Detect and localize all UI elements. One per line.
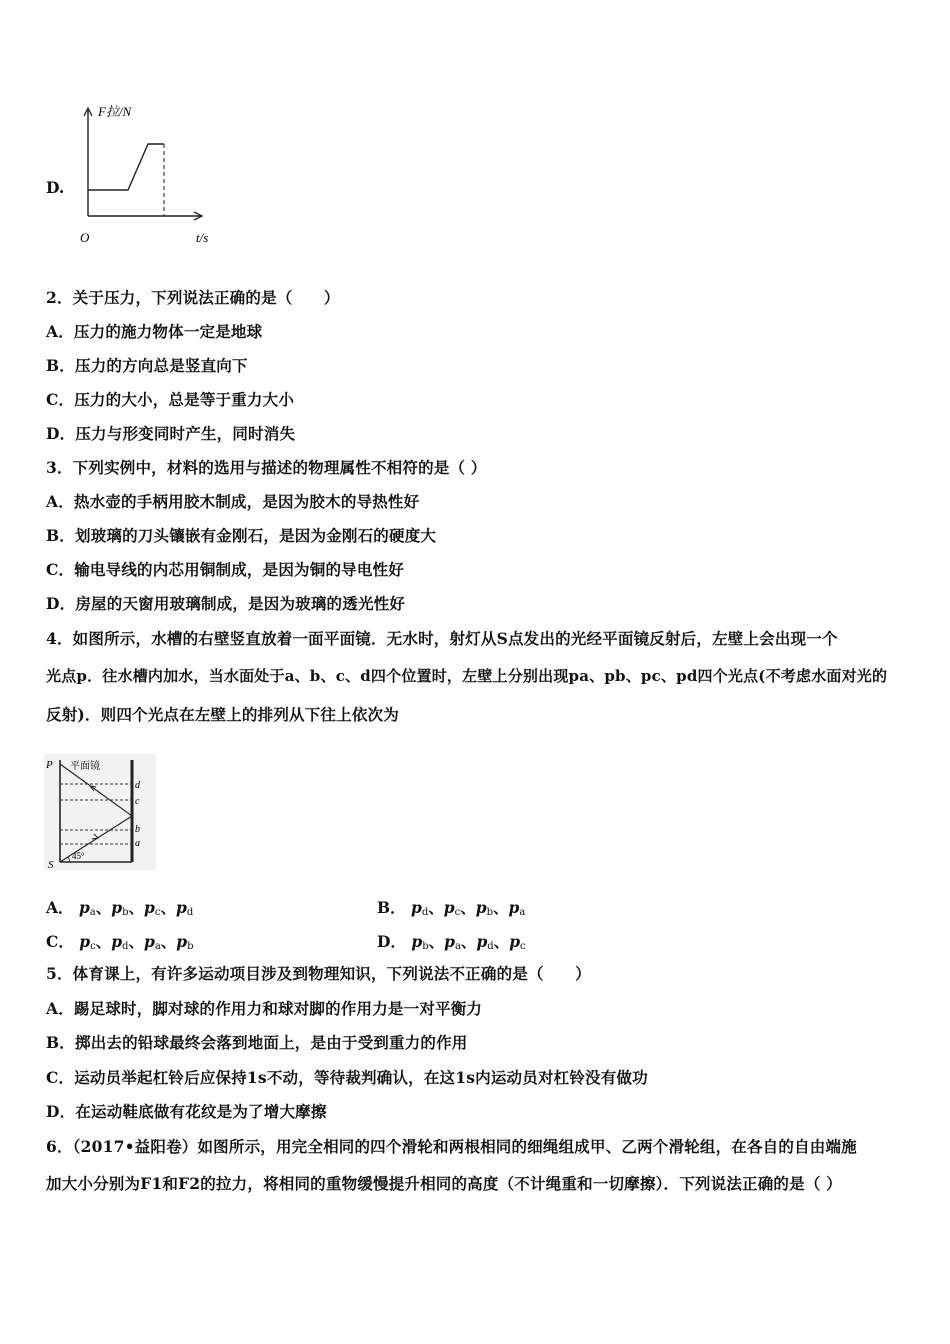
q4-stem-line3: 反射)．则四个光点在左壁上的排列从下往上依次为 xyxy=(46,705,399,724)
q2-option-b: B．压力的方向总是竖直向下 xyxy=(46,356,248,375)
label-45-degree: 45° xyxy=(72,851,85,861)
label-level-a: a xyxy=(135,838,140,849)
light-spot-pd: $p_d$ xyxy=(111,932,129,952)
q3-option-a: A．热水壶的手柄用胶木制成，是因为胶木的导热性好 xyxy=(46,492,420,511)
light-spot-pa: $p_a$ xyxy=(143,932,161,952)
q5-option-a: A．踢足球时，脚对球的作用力和球对脚的作用力是一对平衡力 xyxy=(46,999,483,1018)
q2-option-d: D．压力与形变同时产生，同时消失 xyxy=(46,424,296,443)
q2-stem: 2．关于压力，下列说法正确的是（ ） xyxy=(46,288,340,307)
light-spot-pb: $p_b$ xyxy=(411,932,429,952)
light-spot-pd: $p_d$ xyxy=(476,932,494,952)
q3-option-c: C．输电导线的内芯用铜制成，是因为铜的导电性好 xyxy=(46,560,404,579)
q5-option-c: C．运动员举起杠铃后应保持1s不动，等待裁判确认，在这1s内运动员对杠铃没有做功 xyxy=(46,1068,648,1087)
q4-stem-line2: 光点p．往水槽内加水，当水面处于a、b、c、d四个位置时，左壁上分别出现pa、pb、pc、pd四个光点(不考虑水面对光的 xyxy=(46,667,888,685)
light-spot-pb: $p_b$ xyxy=(475,898,493,918)
y-axis-label: F拉/N xyxy=(98,104,132,119)
q5-option-d: D．在运动鞋底做有花纹是为了增大摩擦 xyxy=(46,1102,327,1121)
label-level-b: b xyxy=(135,824,140,835)
q6-stem-line1: 6．（2017•益阳卷）如图所示，用完全相同的四个滑轮和两根相同的细绳组成甲、乙两个滑轮组，在各自的自由端施 xyxy=(46,1137,857,1156)
origin-label: O xyxy=(80,230,90,245)
q2-option-c: C．压力的大小，总是等于重力大小 xyxy=(46,390,295,409)
q4-option-b: B． $p_d$、$p_c$、$p_b$、$p_a$ xyxy=(377,898,526,918)
light-spot-pa: $p_a$ xyxy=(508,898,526,918)
q4-option-a: A． $p_a$、$p_b$、$p_c$、$p_d$ xyxy=(46,898,194,918)
q3-stem: 3．下列实例中，材料的选用与描述的物理属性不相符的是（ ） xyxy=(46,458,487,477)
light-spot-pa: $p_a$ xyxy=(444,932,461,952)
option-key: C． xyxy=(46,932,80,951)
light-spot-pc: $p_c$ xyxy=(79,932,96,952)
light-spot-pc: $p_c$ xyxy=(509,932,526,952)
option-key: D． xyxy=(377,932,412,951)
q3-option-d: D．房屋的天窗用玻璃制成，是因为玻璃的透光性好 xyxy=(46,594,406,613)
option-d-label: D. xyxy=(46,178,65,197)
label-level-d: d xyxy=(135,780,140,791)
light-spot-pc: $p_c$ xyxy=(144,898,161,918)
label-p: P xyxy=(46,759,53,771)
q4-option-d: D． $p_b$、$p_a$、$p_d$、$p_c$ xyxy=(377,932,526,952)
label-mirror: 平面镜 xyxy=(70,761,100,772)
light-spot-pb: $p_b$ xyxy=(111,898,129,918)
option-key: B． xyxy=(377,898,411,917)
force-curve xyxy=(88,144,164,190)
q5-option-b: B．掷出去的铅球最终会落到地面上，是由于受到重力的作用 xyxy=(46,1033,468,1052)
label-level-c: c xyxy=(135,796,140,807)
light-spot-pb: $p_b$ xyxy=(176,932,194,952)
light-spot-pa: $p_a$ xyxy=(78,898,96,918)
light-spot-pc: $p_c$ xyxy=(443,898,461,918)
light-spot-pd: $p_d$ xyxy=(411,898,429,918)
x-axis-label: t/s xyxy=(196,230,209,245)
force-time-graph xyxy=(78,98,228,248)
q3-option-b: B．划玻璃的刀头镶嵌有金刚石，是因为金刚石的硬度大 xyxy=(46,526,437,545)
q4-stem-line1: 4．如图所示，水槽的右壁竖直放着一面平面镜．无水时，射灯从S点发出的光经平面镜反射后，左壁上会出现一个 xyxy=(46,629,838,648)
label-s: S xyxy=(48,859,54,870)
q5-stem: 5．体育课上，有许多运动项目涉及到物理知识，下列说法不正确的是（ ） xyxy=(46,964,591,983)
q4-option-c: C． $p_c$、$p_d$、$p_a$、$p_b$ xyxy=(46,932,194,952)
light-spot-pd: $p_d$ xyxy=(176,898,194,918)
water-tank-mirror-figure xyxy=(44,754,156,870)
option-key: A． xyxy=(46,898,79,917)
q2-option-a: A．压力的施力物体一定是地球 xyxy=(46,322,263,341)
q6-stem-line2: 加大小分别为F1和F2的拉力，将相同的重物缓慢提升相同的高度（不计绳重和一切摩擦）．下列说法正确的是（ ） xyxy=(46,1174,842,1193)
